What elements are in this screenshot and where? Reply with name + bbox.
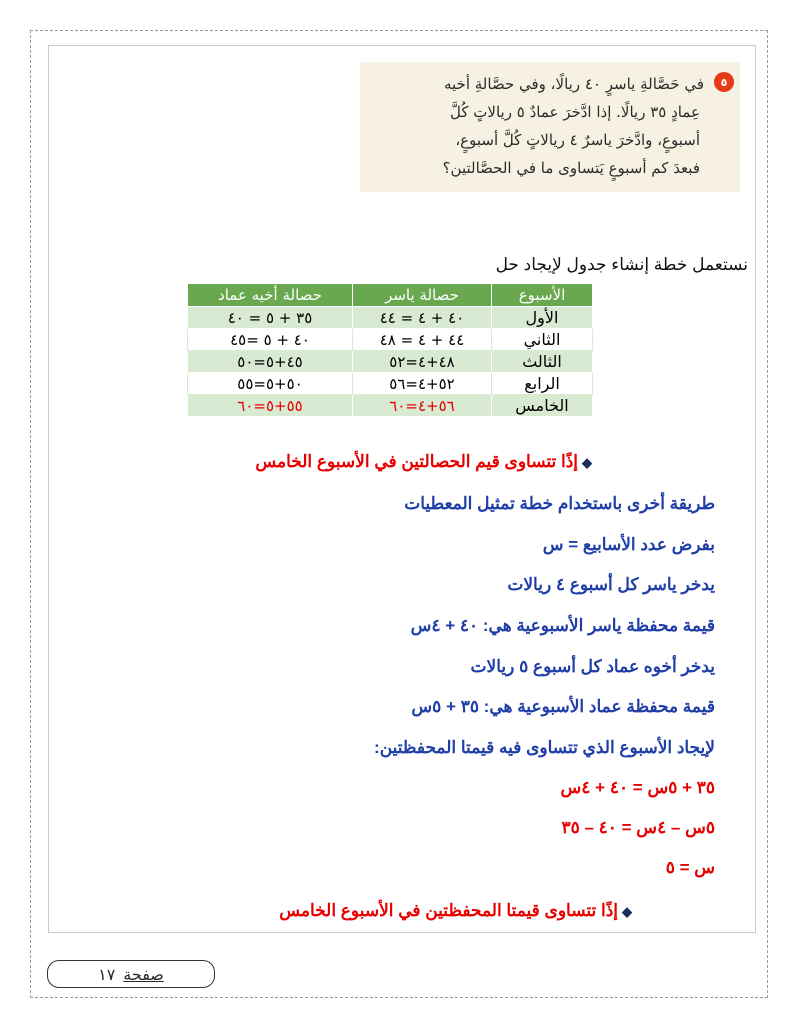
emad-cell: ٣٥ + ٥ = ٤٠ — [188, 307, 353, 329]
table-row — [188, 351, 593, 373]
table-row — [188, 329, 593, 351]
table-conclusion — [255, 452, 592, 472]
problem-line-2: عِمادٍ ٣٥ ريالًا. إذا ادَّخرَ عمادٌ ٥ ريالاتٍ كُلَّ — [450, 103, 700, 121]
yasser-cell: ٥٢+٤=٥٦ — [353, 373, 492, 395]
week-cell: الرابع — [492, 373, 593, 395]
equation-1: ٣٥ + ٥س = ٤٠ + ٤س — [560, 778, 715, 797]
yasser-cell: ٤٨+٤=٥٢ — [353, 351, 492, 373]
week-cell: الخامس — [492, 395, 593, 417]
page-label: صفحة — [123, 964, 164, 984]
table-row — [188, 307, 593, 329]
header-week: الأسبوع — [492, 284, 593, 307]
equation-2: ٥س – ٤س = ٤٠ – ٣٥ — [561, 818, 715, 837]
plan-statement: نستعمل خطة إنشاء جدول لإيجاد حل — [495, 255, 748, 274]
table-header-row — [188, 284, 593, 307]
diamond-bullet-icon: ◆ — [622, 904, 632, 919]
method2-assume: بفرض عدد الأسابيع = س — [542, 535, 715, 554]
method2-conclusion — [279, 901, 632, 921]
header-emad: حصالة أخيه عماد — [188, 284, 353, 307]
page-number-badge — [47, 960, 215, 988]
page-number: ١٧ — [98, 964, 116, 984]
method2-emad-value: قيمة محفظة عماد الأسبوعية هي: ٣٥ + ٥س — [411, 697, 715, 716]
yasser-cell: ٤٠ + ٤ = ٤٤ — [353, 307, 492, 329]
problem-line-1: في حَصَّالةِ ياسرٍ ٤٠ ريالًا، وفي حصَّالةِ أخيه — [443, 75, 704, 93]
method2-yasser-saves: يدخر ياسر كل أسبوع ٤ ريالات — [507, 575, 715, 594]
week-cell: الثالث — [492, 351, 593, 373]
method2-find-week: لإيجاد الأسبوع الذي تتساوى فيه قيمتا المحفظتين: — [374, 738, 715, 757]
method2-emad-saves: يدخر أخوه عماد كل أسبوع ٥ ريالات — [470, 657, 715, 676]
table-row — [188, 373, 593, 395]
method2-title: طريقة أخرى باستخدام خطة تمثيل المعطيات — [404, 494, 715, 513]
emad-cell: ٥٠+٥=٥٥ — [188, 373, 353, 395]
emad-cell: ٥٥+٥=٦٠ — [188, 395, 353, 417]
method2-conclusion-text: إذًا تتساوى قيمتا المحفظتين في الأسبوع الخامس — [279, 901, 618, 920]
problem-number-badge: ٥ — [714, 72, 734, 92]
week-cell: الثاني — [492, 329, 593, 351]
method2-yasser-value: قيمة محفظة ياسر الأسبوعية هي: ٤٠ + ٤س — [410, 616, 715, 635]
diamond-bullet-icon: ◆ — [582, 455, 592, 470]
header-yasser: حصالة ياسر — [353, 284, 492, 307]
emad-cell: ٤٠ + ٥ =٤٥ — [188, 329, 353, 351]
problem-line-4: فبعدَ كم أسبوعٍ يَتساوى ما في الحصَّالتين؟ — [442, 159, 700, 177]
table-conclusion-text: إذًا تتساوى قيم الحصالتين في الأسبوع الخامس — [255, 452, 578, 471]
table-row — [188, 395, 593, 417]
weeks-table — [187, 283, 593, 417]
yasser-cell: ٥٦+٤=٦٠ — [353, 395, 492, 417]
problem-line-3: أسبوعٍ، وادَّخرَ ياسرٌ ٤ ريالاتٍ كُلَّ أسبوعٍ، — [455, 131, 700, 149]
emad-cell: ٤٥+٥=٥٠ — [188, 351, 353, 373]
equation-3: س = ٥ — [665, 858, 715, 877]
week-cell: الأول — [492, 307, 593, 329]
problem-box — [360, 62, 740, 192]
yasser-cell: ٤٤ + ٤ = ٤٨ — [353, 329, 492, 351]
